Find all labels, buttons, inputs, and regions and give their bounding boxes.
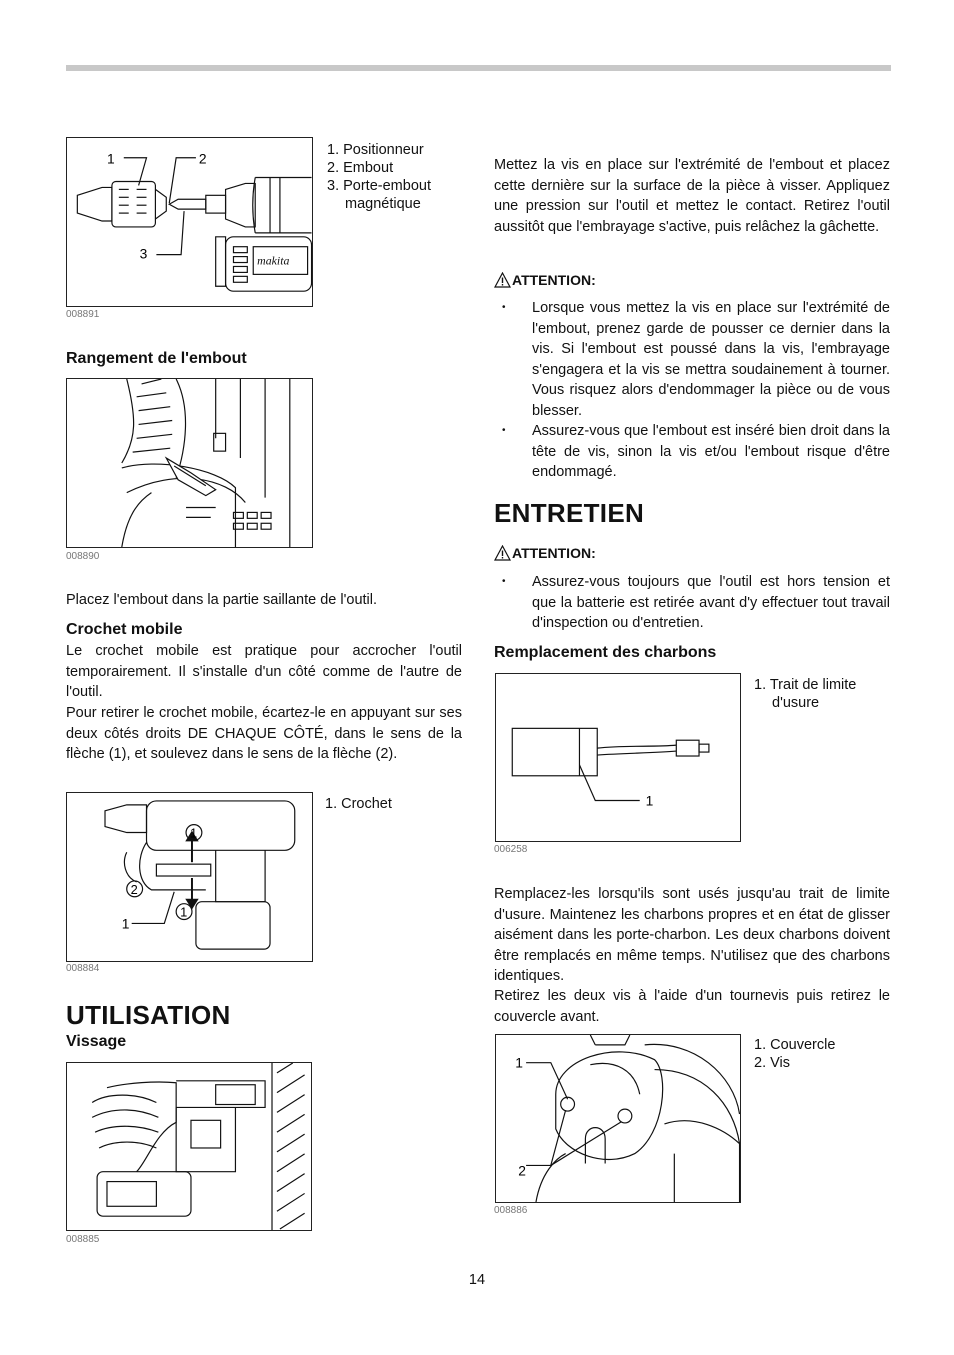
figure-bit-storage — [66, 378, 313, 548]
figure-legend-bit-holder — [327, 141, 431, 213]
paragraph-screwdriving: Mettez la vis en place sur l'extrémité de l'embout et placez cette dernière sur la surface de la pièce à visser. Appliquez une pression sur l'outil et mettez le contact. Retirez l'outil aussitôt que l'embrayage s'active, puis relâchez la gâchette. — [494, 157, 890, 235]
legend-item-continued: magnétique — [345, 196, 421, 212]
bit-holder-illustration — [67, 138, 312, 306]
legend-item: 1. Couvercle — [754, 1037, 836, 1053]
callout-2: 2 — [198, 150, 207, 167]
callout-arrow-1-bottom: 1 — [180, 904, 188, 920]
screwdriving-illustration — [67, 1063, 311, 1230]
figure-bit-holder — [66, 137, 313, 307]
attention-text: ATTENTION: — [512, 545, 596, 561]
figure-legend-front-cover — [754, 1036, 835, 1072]
carbon-brush-illustration — [496, 674, 740, 841]
section-heading-carbon-brushes: Remplacement des charbons — [494, 644, 717, 661]
warning-triangle-icon — [494, 272, 511, 288]
attention-text: ATTENTION: — [512, 272, 596, 288]
figure-code: 008890 — [66, 551, 100, 562]
legend-item: 2. Embout — [327, 160, 394, 176]
section-heading-hook: Crochet mobile — [66, 621, 183, 638]
callout-arrow-1-top: 1 — [189, 825, 198, 841]
figure-code: 008891 — [66, 309, 100, 320]
section-title-operation: UTILISATION — [66, 1000, 231, 1030]
paragraph-hook-1: Le crochet mobile est pratique pour accrocher l'outil temporairement. Il s'installe d'un côté comme de l'autre de l'outil. — [66, 643, 462, 700]
legend-item: 1. Crochet — [325, 796, 392, 812]
paragraph-carbon-brushes-2: Retirez les deux vis à l'aide d'un tournevis puis retirez le couvercle avant. — [494, 988, 890, 1025]
legend-item: 3. Porte-embout — [327, 178, 431, 194]
front-cover-illustration — [496, 1035, 740, 1202]
bit-storage-illustration — [67, 379, 312, 547]
figure-code: 008884 — [66, 963, 100, 974]
attention-list-1 — [494, 298, 890, 483]
callout-screws: 2 — [518, 1162, 526, 1179]
list-item: • Assurez-vous que l'embout est inséré bien droit dans la tête de vis, sinon la vis et/ou l'embout risque d'être endommagé. — [494, 421, 890, 483]
legend-item-continued: d'usure — [772, 695, 820, 711]
paragraph-bit-storage: Placez l'embout dans la partie saillante de l'outil. — [66, 592, 378, 608]
callout-1: 1 — [106, 150, 115, 167]
callout-3: 3 — [139, 245, 148, 262]
section-heading-bit-storage: Rangement de l'embout — [66, 350, 247, 367]
attention-label-1 — [494, 272, 596, 288]
page-number: 14 — [468, 1272, 486, 1288]
callout-hook: 1 — [121, 915, 130, 932]
figure-hook — [66, 792, 313, 962]
warning-triangle-icon — [494, 545, 511, 561]
legend-item: 1. Positionneur — [327, 142, 424, 158]
figure-carbon-brush — [495, 673, 741, 842]
paragraph-carbon-brushes-1: Remplacez-les lorsqu'ils sont usés jusqu'au trait de limite d'usure. Maintenez les charbons propres et en état de glisser aisément dans les porte-charbon. Les deux charbons doivent être remplacés en même temps. N'utilisez que des charbons identiques. — [494, 886, 890, 984]
list-item: • Lorsque vous mettez la vis en place sur l'extrémité de l'embout, prenez garde de pousser ce dernier dans la vis. Si l'embout est poussé dans la vis, l'embrayage s'engagera et la vis se mettra soudainement à tourner. Vous risquez alors d'endommager la pièce ou de vous blesser. — [494, 298, 890, 421]
legend-item: 1. Trait de limite — [754, 677, 857, 693]
figure-legend-carbon-brush — [754, 676, 856, 712]
figure-code: 008885 — [66, 1234, 100, 1245]
figure-legend-hook — [325, 795, 392, 813]
attention-label-2 — [494, 545, 596, 561]
section-title-maintenance: ENTRETIEN — [494, 498, 645, 528]
svg-text:makita: makita — [257, 253, 290, 268]
figure-front-cover — [495, 1034, 741, 1203]
list-item: • Assurez-vous toujours que l'outil est hors tension et que la batterie est retirée avant d'y effectuer tout travail d'inspection ou d'entretien. — [494, 572, 890, 634]
figure-code: 006258 — [494, 844, 528, 855]
callout-cover: 1 — [515, 1054, 523, 1071]
hook-illustration — [67, 793, 312, 961]
section-heading-screwdriving: Vissage — [66, 1033, 127, 1050]
figure-screwdriving — [66, 1062, 312, 1231]
callout-arrow-2: 2 — [130, 881, 138, 897]
callout-wear-limit: 1 — [645, 792, 654, 809]
legend-item: 2. Vis — [754, 1055, 791, 1071]
paragraph-hook-2: Pour retirer le crochet mobile, écartez-le en appuyant sur ses deux côtés droits DE CHAQUE CÔTÉ, dans le sens de la flèche (1), et soulevez dans le sens de la flèche (2). — [66, 705, 462, 762]
attention-list-2 — [494, 572, 890, 634]
figure-code: 008886 — [494, 1205, 528, 1216]
top-rule — [66, 65, 891, 71]
